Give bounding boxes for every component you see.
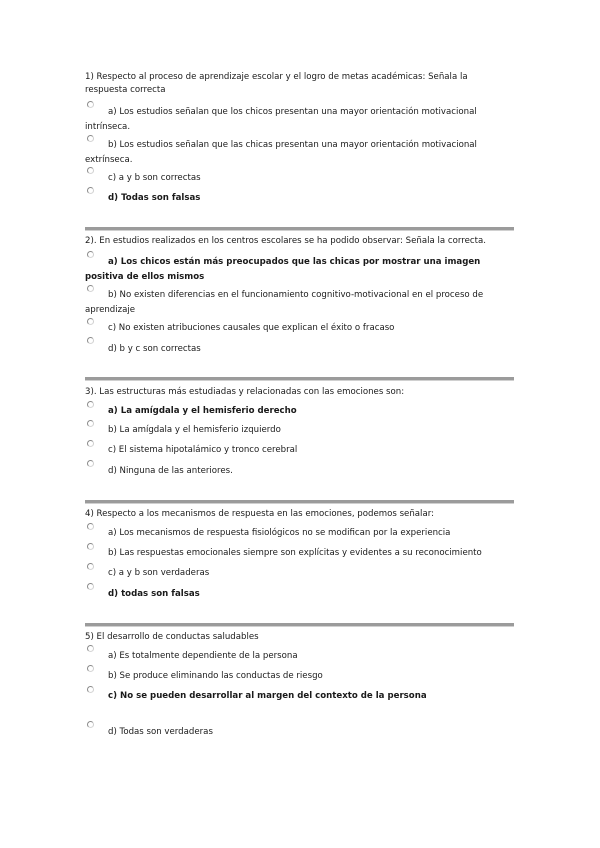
question-3-title: 3). Las estructuras más estudiadas y relacionadas con las emociones son: — [85, 387, 405, 397]
question-1-title: 1) Respecto al proceso de aprendizaje escolar y el logro de metas académicas: Señala la respuesta correcta — [85, 72, 468, 95]
question-divider — [85, 227, 514, 231]
question-5-title: 5) El desarrollo de conductas saludables — [85, 632, 259, 642]
question-1-option-c: c) a y b son correctas — [108, 173, 201, 183]
question-2-option-b: b) No existen diferencias en el funcionamiento cognitivo-motivacional en el proceso de aprendizaje — [85, 290, 484, 315]
question-divider — [85, 623, 514, 627]
question-4-option-a: a) Los mecanismos de respuesta fisiológicos no se modifican por la experiencia — [108, 528, 451, 538]
question-4-option-b: b) Las respuestas emocionales siempre son explícitas y evidentes a su reconocimiento — [108, 548, 482, 558]
question-3-option-b: b) La amígdala y el hemisferio izquierdo — [108, 425, 281, 435]
question-5-option-d: d) Todas son verdaderas — [108, 727, 213, 737]
question-2-option-d: d) b y c son correctas — [108, 344, 201, 354]
question-5-option-a: a) Es totalmente dependiente de la persona — [108, 651, 298, 661]
question-divider — [85, 377, 514, 381]
question-1-option-d: d) Todas son falsas — [108, 193, 201, 203]
question-4-option-c: c) a y b son verdaderas — [108, 568, 210, 578]
question-divider — [85, 500, 514, 504]
question-2-option-a: a) Los chicos están más preocupados que las chicas por mostrar una imagen positiva de ellos mismos — [85, 257, 481, 282]
question-1-option-b: b) Los estudios señalan que las chicas presentan una mayor orientación motivacional extrínseca. — [85, 140, 477, 165]
question-4-title: 4) Respecto a los mecanismos de respuesta en las emociones, podemos señalar: — [85, 509, 434, 519]
question-3-option-c: c) El sistema hipotalámico y tronco cerebral — [108, 445, 298, 455]
question-2-title: 2). En estudios realizados en los centros escolares se ha podido observar: Señala la correcta. — [85, 236, 486, 246]
question-2-option-c: c) No existen atribuciones causales que explican el éxito o fracaso — [108, 323, 395, 333]
question-3-option-a: a) La amígdala y el hemisferio derecho — [108, 406, 297, 416]
question-3-option-d: d) Ninguna de las anteriores. — [108, 466, 233, 476]
question-5-option-b: b) Se produce eliminando las conductas de riesgo — [108, 671, 323, 681]
question-1-option-a: a) Los estudios señalan que los chicos presentan una mayor orientación motivacional intrínseca. — [85, 107, 477, 132]
question-4-option-d: d) todas son falsas — [108, 589, 200, 599]
question-5-option-c: c) No se pueden desarrollar al margen del contexto de la persona — [108, 691, 427, 701]
